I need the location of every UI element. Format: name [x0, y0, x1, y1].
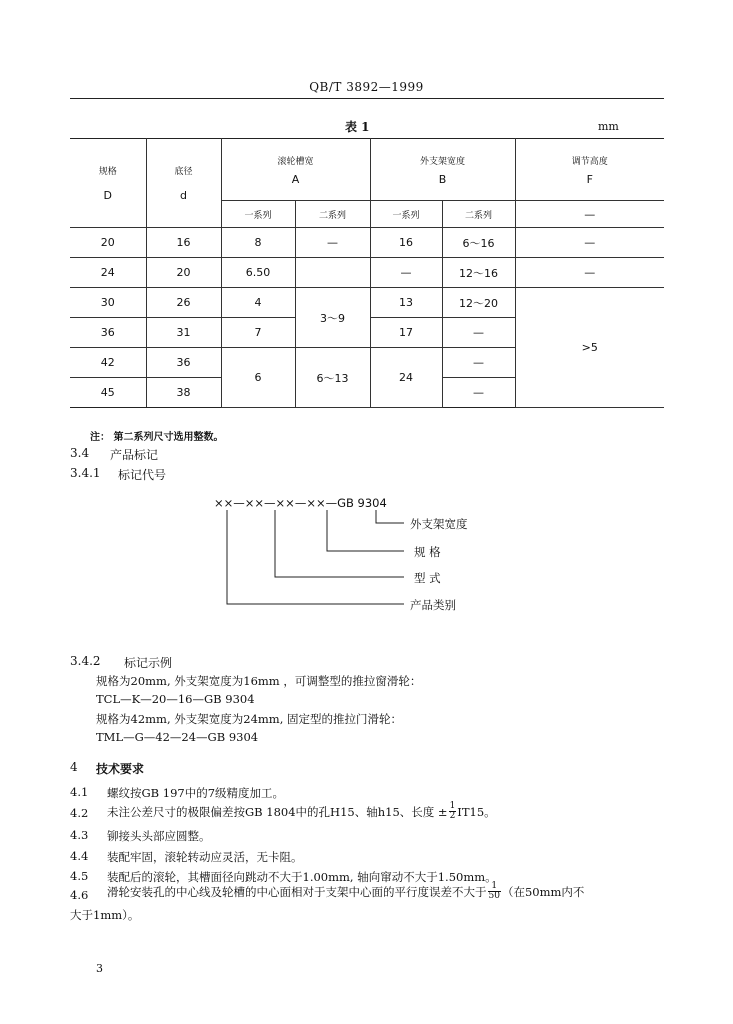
cell-f: —	[515, 258, 664, 288]
section-3-4-1-number: 3.4.1	[70, 466, 101, 480]
cell-b1: 17	[370, 318, 442, 348]
req-4-6-text: 滑轮安装孔的中心线及轮槽的中心面相对于支架中心面的平行度误差不大于	[107, 884, 487, 899]
cell-b2: —	[442, 318, 515, 348]
section-3-4-number: 3.4	[70, 446, 90, 460]
cell-f-merged: >5	[515, 288, 664, 408]
cell-a2-merged: 3～9	[295, 288, 370, 348]
head-series1: 一系列	[221, 201, 295, 228]
cell-a1: 6.50	[221, 258, 295, 288]
head-bottom-label: 底径	[174, 167, 193, 177]
cell-a2: —	[295, 228, 370, 258]
head-series1b: 一系列	[370, 201, 442, 228]
req-4-6-line	[107, 882, 584, 901]
section-4-title: 技术要求	[96, 762, 145, 776]
req-4-2-line	[107, 802, 496, 821]
fraction-denominator: 2	[449, 811, 456, 821]
fraction-fiftieth	[488, 882, 501, 901]
fraction-numerator: 1	[449, 801, 456, 811]
cell-b1-merged: 24	[370, 348, 442, 408]
cell-a1: 7	[221, 318, 295, 348]
fraction-denominator: 50	[488, 891, 500, 901]
section-3-4-1-title: 标记代号	[118, 468, 167, 482]
head-series2: 二系列	[295, 201, 370, 228]
req-4-1-text: 螺纹按GB 197中的7级精度加工。	[107, 786, 285, 800]
req-4-3-number: 4.3	[70, 828, 89, 842]
example-2-code: TML—G—42—24—GB 9304	[96, 730, 259, 744]
head-spec-sym: D	[103, 189, 112, 202]
cell-b1: —	[370, 258, 442, 288]
cell-b2: —	[442, 348, 515, 378]
fraction-numerator: 1	[488, 882, 501, 892]
req-4-4-text: 装配牢固，滚轮转动应灵活，无卡阻。	[107, 850, 303, 864]
cell-a1-merged: 6	[221, 348, 295, 408]
cell-d: 30	[70, 288, 146, 318]
example-1-code: TCL—K—20—16—GB 9304	[96, 692, 255, 706]
req-4-3-text: 铆接头头部应圆整。	[107, 829, 211, 843]
cell-d: 20	[70, 228, 146, 258]
standard-code-header: QB/T 3892—1999	[309, 80, 424, 94]
head-spec-label: 规格	[98, 167, 117, 177]
head-groove-sym: A	[291, 172, 300, 186]
marking-label-bracket-width: 外支架宽度	[410, 517, 468, 531]
cell-d: 36	[70, 318, 146, 348]
req-4-5-text: 装配后的滚轮，其槽面径向跳动不大于1.00mm, 轴向窜动不大于1.50mm。	[107, 870, 497, 884]
cell-bd: 31	[146, 318, 221, 348]
cell-a2-merged: 6～13	[295, 348, 370, 408]
req-4-6-tail: （在50mm内不	[501, 884, 585, 899]
marking-code: ××—××—××—××—GB 9304	[214, 496, 387, 510]
cell-bd: 38	[146, 378, 221, 408]
head-groove-label: 滚轮槽宽	[277, 156, 314, 167]
req-4-2-tail: IT15。	[457, 804, 496, 819]
req-4-6-continuation: 大于1mm）。	[70, 908, 140, 922]
head-bottom-sym: d	[180, 189, 187, 202]
section-4-number: 4	[70, 760, 78, 774]
section-3-4-2-title: 标记示例	[124, 656, 173, 670]
head-adj-label: 调节高度	[571, 156, 608, 167]
head-bracket-label: 外支架宽度	[419, 156, 465, 167]
example-1-description: 规格为20mm, 外支架宽度为16mm ，可调整型的推拉窗滑轮：	[96, 674, 422, 688]
table-caption: 表 1	[345, 120, 370, 134]
cell-b1: 16	[370, 228, 442, 258]
cell-d: 24	[70, 258, 146, 288]
section-3-4-2-number: 3.4.2	[70, 654, 101, 668]
head-bracket-sym: B	[438, 172, 447, 186]
cell-bd: 26	[146, 288, 221, 318]
req-4-1-number: 4.1	[70, 785, 89, 799]
cell-f: —	[515, 228, 664, 258]
head-series2b: 二系列	[442, 201, 515, 228]
cell-b2: 12～16	[442, 258, 515, 288]
req-4-2-number: 4.2	[70, 806, 89, 820]
head-adj-sym: F	[586, 172, 593, 186]
cell-a1: 4	[221, 288, 295, 318]
head-f-dash: —	[515, 201, 664, 228]
marking-label-type: 型 式	[414, 571, 441, 585]
cell-b1: 13	[370, 288, 442, 318]
example-2-description: 规格为42mm, 外支架宽度为24mm, 固定型的推拉门滑轮：	[96, 712, 403, 726]
cell-b2: 6～16	[442, 228, 515, 258]
marking-label-spec: 规 格	[414, 545, 441, 559]
cell-bd: 16	[146, 228, 221, 258]
table-note: 注： 第二系列尺寸选用整数。	[90, 432, 224, 443]
cell-d: 45	[70, 378, 146, 408]
page-number: 3	[96, 962, 103, 975]
marking-label-category: 产品类别	[410, 598, 456, 612]
cell-b2: —	[442, 378, 515, 408]
cell-b2: 12～20	[442, 288, 515, 318]
fraction-half	[449, 802, 457, 821]
req-4-4-number: 4.4	[70, 849, 89, 863]
table-unit: mm	[598, 120, 619, 133]
cell-a1: 8	[221, 228, 295, 258]
cell-bd: 20	[146, 258, 221, 288]
req-4-6-number: 4.6	[70, 888, 89, 902]
cell-bd: 36	[146, 348, 221, 378]
cell-d: 42	[70, 348, 146, 378]
req-4-5-number: 4.5	[70, 869, 89, 883]
section-3-4-title: 产品标记	[110, 448, 159, 462]
req-4-2-text: 未注公差尺寸的极限偏差按GB 1804中的孔H15、轴h15、长度 ±	[107, 804, 448, 819]
